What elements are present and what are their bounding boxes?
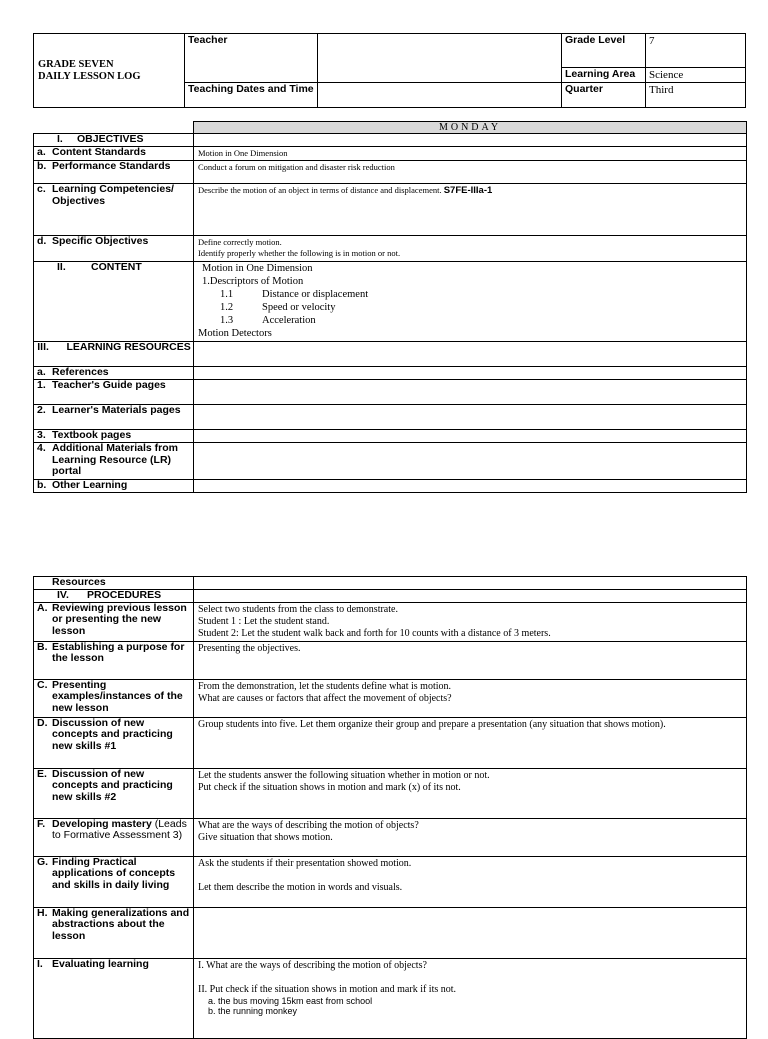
- evaluation-item: b. the running monkey: [208, 1005, 298, 1016]
- procedure-i-label: I. Evaluating learning: [34, 958, 194, 1038]
- title-line-2: DAILY LESSON LOG: [38, 70, 141, 82]
- header-table: [33, 33, 746, 108]
- procedure-h-label: H. Making generalizations and abstractions about the lesson: [34, 907, 194, 958]
- dates-label: Teaching Dates and Time: [185, 83, 318, 108]
- procedure-a-label: A. Reviewing previous lesson or presenting the new lesson: [34, 602, 194, 641]
- teacher-label: Teacher: [185, 34, 318, 83]
- teacher-field[interactable]: [318, 34, 562, 83]
- content-standards-value[interactable]: Motion in One Dimension: [194, 147, 747, 161]
- additional-materials-label: 4. Additional Materials from Learning Resource (LR) portal: [34, 443, 194, 480]
- learning-resources-heading: III. LEARNING RESOURCES: [34, 342, 194, 367]
- procedure-c-value[interactable]: From the demonstration, let the students define what is motion. What are causes or factors that affect the movement of objects?: [194, 679, 747, 717]
- procedure-f-value[interactable]: What are the ways of describing the motion of objects? Give situation that shows motion.: [194, 818, 747, 856]
- content-item: 1.1 Distance or displacement: [220, 289, 369, 300]
- procedure-c-label: C. Presenting examples/instances of the new lesson: [34, 679, 194, 717]
- log-title: [34, 34, 185, 108]
- title-line-1: GRADE SEVEN: [38, 58, 114, 70]
- content-item: 1.2 Speed or velocity: [220, 302, 336, 313]
- teachers-guide-label: 1. Teacher's Guide pages: [34, 380, 194, 405]
- procedure-h-value[interactable]: [194, 907, 747, 958]
- procedure-a-value[interactable]: Select two students from the class to demonstrate. Student 1 : Let the student stand. Student 2: Let the student walk back and forth for 10 counts with a distance of 3 meters.: [194, 602, 747, 641]
- content-heading: II. CONTENT: [34, 262, 194, 342]
- evaluation-item: a. the bus moving 15km east from school: [208, 995, 373, 1006]
- competency-code: S7FE-IIIa-1: [443, 185, 493, 196]
- procedure-e-value[interactable]: Let the students answer the following situation whether in motion or not. Put check if the situation shows in motion and mark (x) of its not.: [194, 768, 747, 818]
- lesson-table-part-2: [33, 576, 747, 1039]
- learners-materials-label: 2. Learner's Materials pages: [34, 405, 194, 430]
- procedure-g-value[interactable]: Ask the students if their presentation showed motion. Let them describe the motion in words and visuals.: [194, 856, 747, 907]
- learning-area-value[interactable]: Science: [646, 68, 746, 83]
- textbook-label: 3. Textbook pages: [34, 430, 194, 443]
- lesson-table-part-1: [33, 121, 747, 493]
- grade-level-label: Grade Level: [562, 34, 646, 68]
- procedure-d-label: D. Discussion of new concepts and practicing new skills #1: [34, 717, 194, 768]
- procedure-i-value[interactable]: I. What are the ways of describing the motion of objects? II. Put check if the situation shows in motion and mark if its not. a. the bus moving 15km east from school b. the running monkey: [194, 958, 747, 1038]
- day-header: MONDAY: [194, 122, 747, 134]
- other-learning-label: b. Other Learning: [34, 480, 194, 493]
- quarter-value[interactable]: Third: [646, 83, 746, 108]
- procedure-e-label: E. Discussion of new concepts and practicing new skills #2: [34, 768, 194, 818]
- resources-label-continued: Resources: [34, 577, 194, 590]
- dates-field[interactable]: [318, 83, 562, 108]
- specific-objectives-value[interactable]: Define correctly motion. Identify properly whether the following is in motion or not.: [194, 236, 747, 262]
- learning-competencies-value[interactable]: Describe the motion of an object in terms of distance and displacement. S7FE-IIIa-1: [194, 184, 747, 236]
- learning-area-label: Learning Area: [562, 68, 646, 83]
- procedure-b-value[interactable]: Presenting the objectives.: [194, 641, 747, 679]
- procedure-d-value[interactable]: Group students into five. Let them organize their group and prepare a presentation (any situation that shows motion).: [194, 717, 747, 768]
- content-value[interactable]: Motion in One Dimension 1.Descriptors of Motion 1.1 Distance or displacement 1.2 Speed or velocity 1.3 Acceleration Motion Detectors: [194, 262, 747, 342]
- procedure-f-label: F. Developing mastery (Leads to Formative Assessment 3): [34, 818, 194, 856]
- references-label: a. References: [34, 367, 194, 380]
- content-standards-label: a. Content Standards: [34, 147, 194, 161]
- procedures-heading: IV. PROCEDURES: [34, 589, 194, 602]
- quarter-label: Quarter: [562, 83, 646, 108]
- procedure-b-label: B. Establishing a purpose for the lesson: [34, 641, 194, 679]
- objectives-heading: I. OBJECTIVES: [34, 134, 194, 147]
- specific-objectives-label: d. Specific Objectives: [34, 236, 194, 262]
- performance-standards-label: b. Performance Standards: [34, 161, 194, 184]
- content-item: 1.3 Acceleration: [220, 315, 316, 326]
- learning-competencies-label: c. Learning Competencies/ Objectives: [34, 184, 194, 236]
- grade-level-value[interactable]: 7: [646, 34, 746, 68]
- procedure-g-label: G. Finding Practical applications of concepts and skills in daily living: [34, 856, 194, 907]
- performance-standards-value[interactable]: Conduct a forum on mitigation and disaster risk reduction: [194, 161, 747, 184]
